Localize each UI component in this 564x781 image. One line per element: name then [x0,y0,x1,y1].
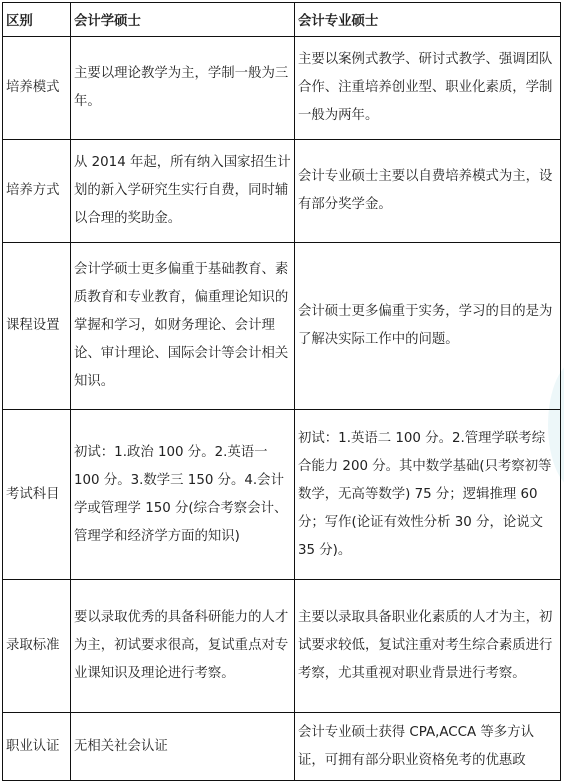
cell-academic: 会计学硕士更多偏重于基础教育、素质教育和专业教育，偏重理论知识的掌握和学习，如财务理论、会计理论、审计理论、国际会计等会计相关知识。 [71,243,295,410]
header-professional: 会计专业硕士 [295,3,561,37]
table-row [3,140,561,243]
cell-professional: 会计硕士更多偏重于实务，学习的目的是为了解决实际工作中的问题。 [295,243,561,410]
cell-professional: 会计专业硕士主要以自费培养模式为主，设有部分奖学金。 [295,140,561,243]
table-row [3,243,561,410]
row-label: 培养模式 [3,37,71,140]
cell-professional: 会计专业硕士获得 CPA,ACCA 等多方认证，可拥有部分职业资格免考的优惠政 [295,713,561,781]
row-label: 职业认证 [3,713,71,781]
table-row [3,410,561,580]
table-row [3,580,561,713]
comparison-table [2,2,561,781]
cell-academic: 无相关社会认证 [71,713,295,781]
cell-professional: 主要以案例式教学、研讨式教学、强调团队合作、注重培养创业型、职业化素质，学制一般为两年。 [295,37,561,140]
header-academic: 会计学硕士 [71,3,295,37]
cell-professional: 主要以录取具备职业化素质的人才为主，初试要求较低，复试注重对考生综合素质进行考察，尤其重视对职业背景进行考察。 [295,580,561,713]
row-label: 课程设置 [3,243,71,410]
table-header-row [3,3,561,37]
row-label: 录取标准 [3,580,71,713]
cell-academic: 要以录取优秀的具备科研能力的人才为主，初试要求很高，复试重点对专业课知识及理论进行考察。 [71,580,295,713]
cell-academic: 初试：1.政治 100 分。2.英语一 100 分。3.数学三 150 分。4.会计学或管理学 150 分(综合考察会计、管理学和经济学方面的知识) [71,410,295,580]
table-row [3,37,561,140]
cell-professional: 初试：1.英语二 100 分。2.管理学联考综合能力 200 分。其中数学基础(只考察初等数学，无高等数学) 75 分；逻辑推理 60 分；写作(论证有效性分析 30 分，论说文 35 分)。 [295,410,561,580]
row-label: 培养方式 [3,140,71,243]
cell-academic: 主要以理论教学为主，学制一般为三年。 [71,37,295,140]
header-category: 区别 [3,3,71,37]
cell-academic: 从 2014 年起，所有纳入国家招生计划的新入学研究生实行自费，同时辅以合理的奖助金。 [71,140,295,243]
row-label: 考试科目 [3,410,71,580]
table-row [3,713,561,781]
